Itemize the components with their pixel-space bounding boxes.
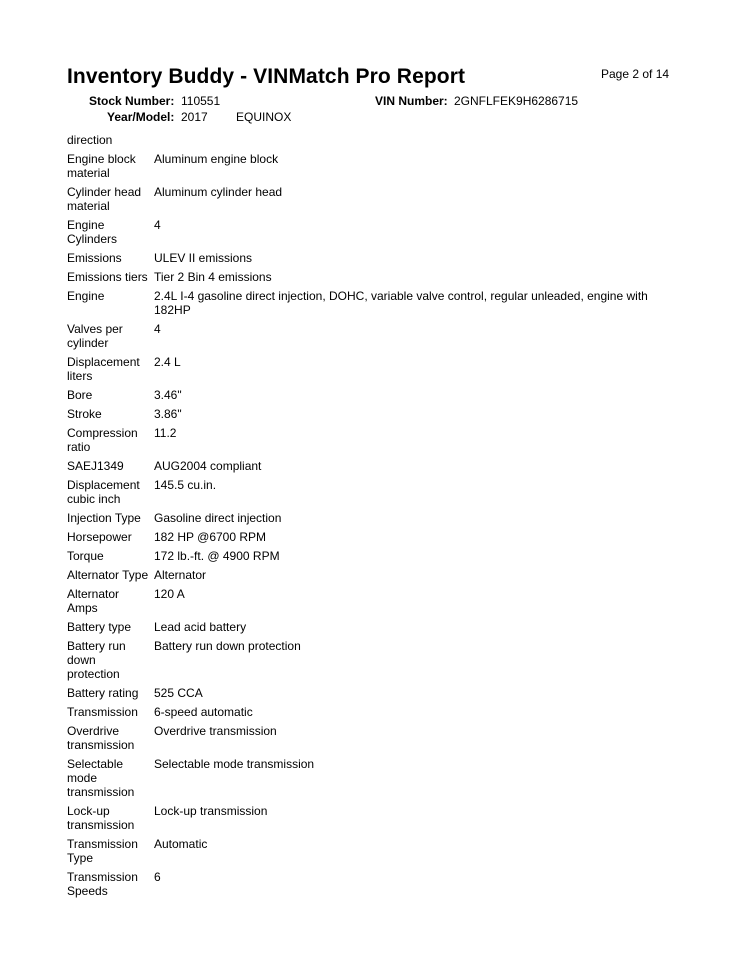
spec-label: Torque — [67, 549, 104, 563]
spec-label: Displacement cubic inch — [67, 478, 140, 506]
spec-row — [67, 724, 687, 752]
spec-value: 6 — [154, 870, 161, 884]
spec-value: Aluminum engine block — [154, 152, 279, 166]
spec-row — [67, 568, 687, 582]
vin-number-label: VIN Number: — [375, 94, 448, 108]
spec-label: Battery type — [67, 620, 132, 634]
spec-label: Battery run down protection — [67, 639, 126, 681]
spec-value: 2.4 L — [154, 355, 181, 369]
spec-row — [67, 587, 687, 615]
spec-label: Engine — [67, 289, 105, 303]
spec-row — [67, 185, 687, 213]
spec-value: 6-speed automatic — [154, 705, 253, 719]
spec-row — [67, 289, 687, 317]
spec-value: Lead acid battery — [154, 620, 247, 634]
spec-value: Gasoline direct injection — [154, 511, 282, 525]
spec-label: Battery rating — [67, 686, 139, 700]
spec-value: Battery run down protection — [154, 639, 301, 653]
spec-label: Transmission Type — [67, 837, 138, 865]
spec-label: SAEJ1349 — [67, 459, 124, 473]
spec-value: 120 A — [154, 587, 185, 601]
spec-label: Alternator Type — [67, 568, 149, 582]
spec-row — [67, 870, 687, 898]
spec-value: 2.4L I-4 gasoline direct injection, DOHC, variable valve control, regular unleaded, engine with 182HP — [154, 289, 648, 317]
spec-label: Engine block material — [67, 152, 136, 180]
spec-row — [67, 388, 687, 402]
spec-label: Compression ratio — [67, 426, 138, 454]
spec-row — [67, 478, 687, 506]
stock-number-value: 110551 — [181, 94, 221, 108]
year-value: 2017 — [181, 110, 208, 124]
spec-row — [67, 511, 687, 525]
spec-value: Aluminum cylinder head — [154, 185, 283, 199]
spec-value: Overdrive transmission — [154, 724, 277, 738]
spec-label: Transmission Speeds — [67, 870, 138, 898]
spec-label: Engine Cylinders — [67, 218, 118, 246]
spec-value: 145.5 cu.in. — [154, 478, 217, 492]
spec-value: AUG2004 compliant — [154, 459, 262, 473]
spec-row — [67, 757, 687, 799]
spec-label: Displacement liters — [67, 355, 140, 383]
year-model-label: Year/Model: — [107, 110, 175, 124]
spec-row — [67, 686, 687, 700]
spec-value: Alternator — [154, 568, 207, 582]
spec-row — [67, 549, 687, 563]
report-title: Inventory Buddy - VINMatch Pro Report — [67, 65, 466, 88]
spec-value: Automatic — [154, 837, 208, 851]
spec-row — [67, 251, 687, 265]
spec-row — [67, 530, 687, 544]
spec-row — [67, 459, 687, 473]
spec-label: Cylinder head material — [67, 185, 142, 213]
spec-label: Emissions tiers — [67, 270, 148, 284]
stock-number-label: Stock Number: — [89, 94, 175, 108]
spec-value: 182 HP @6700 RPM — [154, 530, 267, 544]
spec-value: 3.46" — [154, 388, 182, 402]
model-value: EQUINOX — [236, 110, 292, 124]
spec-label: Emissions — [67, 251, 122, 265]
spec-label: direction — [67, 133, 113, 147]
spec-row — [67, 804, 687, 832]
spec-row — [67, 426, 687, 454]
page-number: Page 2 of 14 — [601, 67, 670, 81]
spec-value: 4 — [154, 218, 161, 232]
spec-value: ULEV II emissions — [154, 251, 253, 265]
spec-label: Lock-up transmission — [67, 804, 135, 832]
spec-label: Valves per cylinder — [67, 322, 123, 350]
spec-value: 11.2 — [154, 426, 177, 440]
spec-row — [67, 620, 687, 634]
spec-row — [67, 152, 687, 180]
spec-row — [67, 407, 687, 421]
spec-row — [67, 133, 687, 147]
spec-label: Selectable mode transmission — [67, 757, 135, 799]
spec-value: 172 lb.-ft. @ 4900 RPM — [154, 549, 280, 563]
spec-label: Horsepower — [67, 530, 132, 544]
spec-label: Bore — [67, 388, 93, 402]
spec-value: 3.86" — [154, 407, 182, 421]
spec-label: Stroke — [67, 407, 102, 421]
spec-value: 4 — [154, 322, 161, 336]
vin-number-value: 2GNFLFEK9H6286715 — [454, 94, 579, 108]
spec-row — [67, 322, 687, 350]
spec-list — [67, 133, 687, 903]
spec-row — [67, 218, 687, 246]
spec-row — [67, 639, 687, 681]
spec-label: Transmission — [67, 705, 138, 719]
spec-row — [67, 837, 687, 865]
spec-label: Alternator Amps — [67, 587, 120, 615]
spec-value: Lock-up transmission — [154, 804, 268, 818]
spec-row — [67, 355, 687, 383]
spec-value: 525 CCA — [154, 686, 203, 700]
spec-label: Overdrive transmission — [67, 724, 135, 752]
spec-value: Tier 2 Bin 4 emissions — [154, 270, 272, 284]
spec-label: Injection Type — [67, 511, 141, 525]
spec-row — [67, 705, 687, 719]
spec-value: Selectable mode transmission — [154, 757, 315, 771]
spec-row — [67, 270, 687, 284]
